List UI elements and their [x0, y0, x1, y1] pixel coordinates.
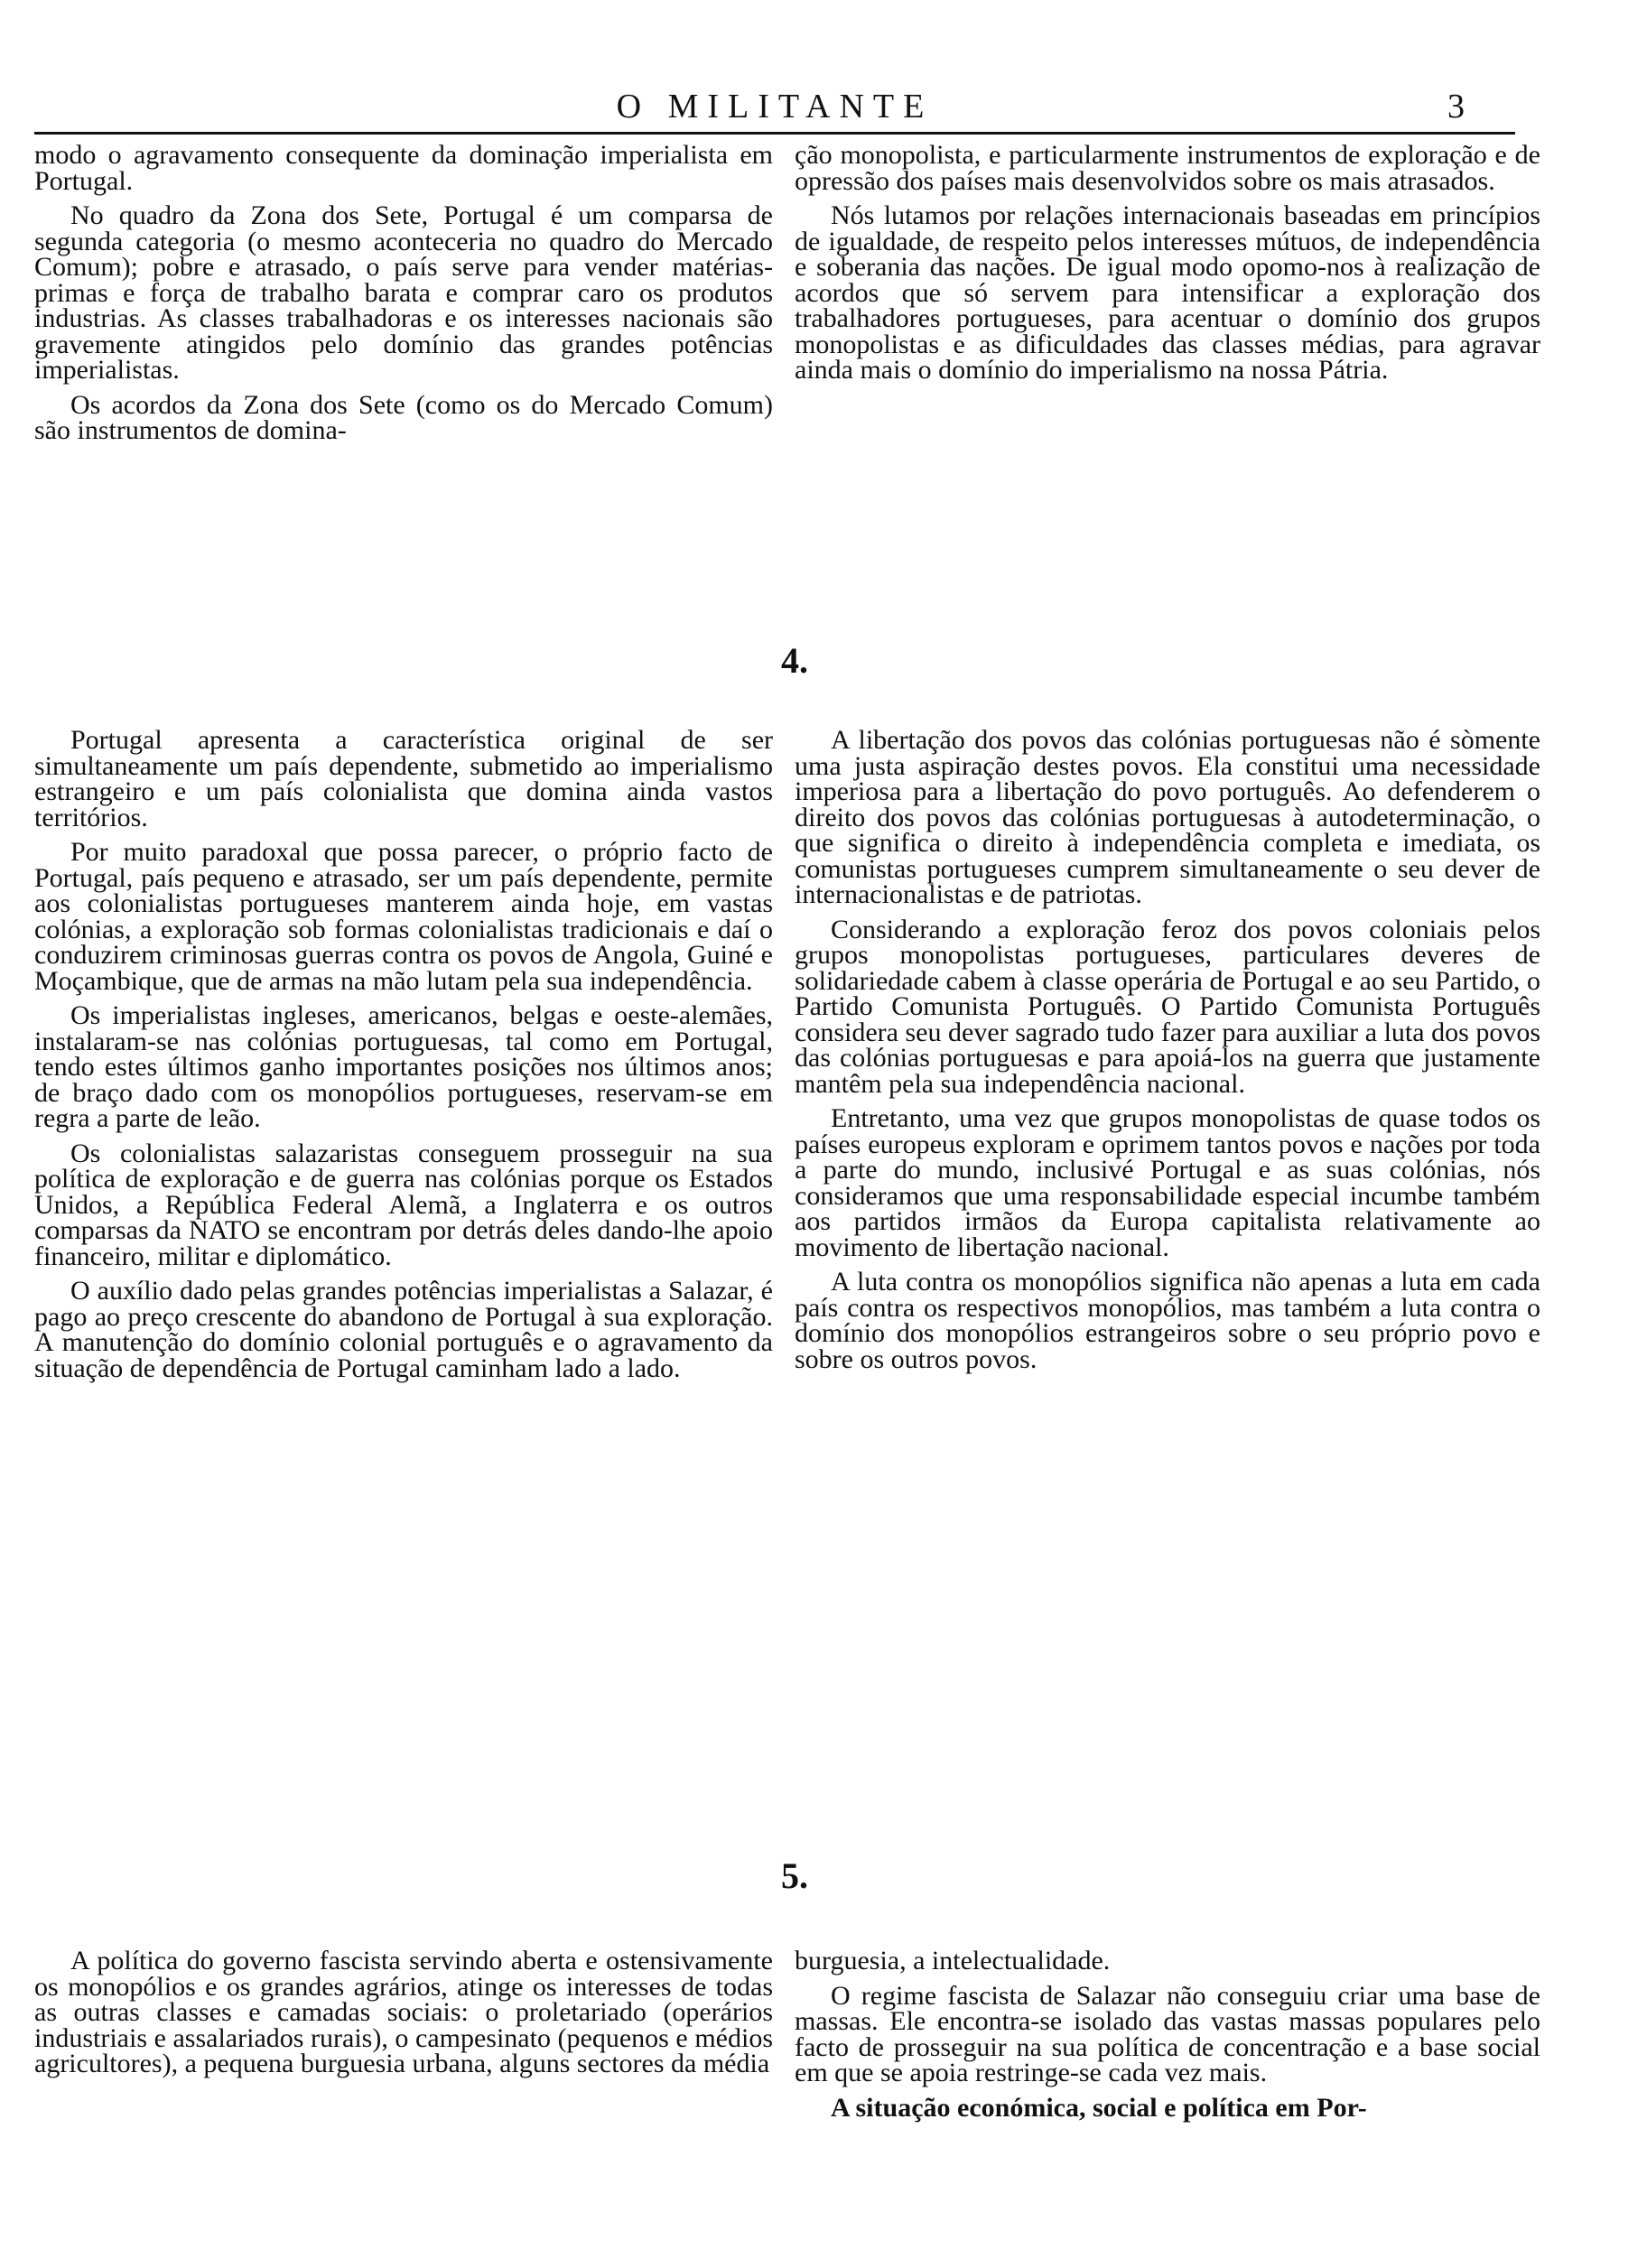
- paragraph: A luta contra os monopólios significa não apenas a luta em cada país contra os respectivos monopólios, mas também a luta contra o domínio dos monopólios estrangeiros sobre o seu próprio povo e sobre os outros povos.: [795, 1267, 1540, 1374]
- block1-left-column: [34, 140, 773, 453]
- paragraph: Considerando a exploração feroz dos povos coloniais pelos grupos monopolistas portugueses, particulares deveres de solidariedade cabem à classe operária de Portugal e ao seu Partido, o Partido Comunista Português. O Partido Comunista Português considera seu dever sagrado tudo fazer para auxiliar a luta dos povos das colónias portuguesas e para apoiá-los na guerra que justamente mantêm pela sua independência nacional.: [795, 914, 1540, 1099]
- paragraph: A situação económica, social e política em Por-: [831, 2092, 1367, 2123]
- block1-right-column: [795, 140, 1540, 393]
- paragraph: Por muito paradoxal que possa parecer, o próprio facto de Portugal, país pequeno e atrasado, ser um país dependente, permite aos colonialistas portugueses manterem ainda hoje, em vastas colónias, a exploração sob formas colonialistas tradicionais e daí o conduzirem criminosas guerras contra os povos de Angola, Guiné e Moçambique, que de armas na mão lutam pela sua independência.: [34, 837, 773, 996]
- paragraph: O auxílio dado pelas grandes potências imperialistas a Salazar, é pago ao preço crescente do abandono de Portugal à sua exploração. A manutenção do domínio colonial português e o agravamento da situação de dependência de Portugal caminham lado a lado.: [34, 1276, 773, 1383]
- paragraph: Os acordos da Zona dos Sete (como os do Mercado Comum) são instrumentos de domina-: [34, 389, 773, 445]
- section5-left-column: [34, 1948, 773, 2087]
- paragraph: ção monopolista, e particularmente instrumentos de exploração e de opressão dos países mais desenvolvidos sobre os mais atrasados.: [795, 140, 1540, 196]
- paragraph: O regime fascista de Salazar não conseguiu criar uma base de massas. Ele encontra-se isolado das vastas massas populares pelo facto de prosseguir na sua política de concentração e a base social em que se apoia restringe-se cada vez mais.: [795, 1980, 1540, 2087]
- page-number: 3: [1447, 88, 1465, 125]
- section4-right-column: [795, 725, 1540, 1381]
- page-header: [34, 87, 1515, 126]
- paragraph: Os imperialistas ingleses, americanos, belgas e oeste-alemães, instalaram-se nas colónias portuguesas, tal como em Portugal, tendo estes últimos ganho importantes posições nos últimos anos; de braço dado com os monopólios portugueses, reservam-se em regra a parte de leão.: [34, 1000, 773, 1133]
- paragraph: Entretanto, uma vez que grupos monopolistas de quase todos os países europeus exploram e oprimem tantos povos e nações por toda a parte do mundo, inclusivé Portugal e as suas colónias, nós consideramos que uma responsabilidade especial incumbe também aos partidos irmãos da Europa capitalista relativamente ao movimento de libertação nacional.: [795, 1103, 1540, 1262]
- paragraph: Nós lutamos por relações internacionais baseadas em princípios de igualdade, de respeito pelos interesses mútuos, de independência e soberania das nações. De igual modo opomo-nos à realização de acordos que só servem para intensificar a exploração dos trabalhadores portugueses, para acentuar o domínio dos grupos monopolistas e as dificuldades das classes médias, para agravar ainda mais o domínio do imperialismo na nossa Pátria.: [795, 200, 1540, 385]
- paragraph: modo o agravamento consequente da dominação imperialista em Portugal.: [34, 140, 773, 196]
- section5-right-column: [795, 1948, 1540, 2130]
- section-5-number: 5.: [781, 1855, 808, 1896]
- paragraph: A política do governo fascista servindo aberta e ostensivamente os monopólios e os grandes agrários, atinge os interesses de todas as outras classes e camadas sociais: o proletariado (operários industriais e assalariados rurais), o campesinato (pequenos e médios agricultores), a pequena burguesia urbana, alguns sectores da média: [34, 1946, 773, 2078]
- paragraph: burguesia, a intelectualidade.: [795, 1946, 1111, 1975]
- section4-left-column: [34, 725, 773, 1390]
- section-4-number: 4.: [781, 640, 808, 681]
- header-rule: [34, 132, 1515, 135]
- paragraph: A libertação dos povos das colónias portuguesas não é sòmente uma justa aspiração destes povos. Ela constitui uma necessidade imperiosa para a libertação do povo português. Ao defenderem o direito dos povos das colónias portuguesas à autodeterminação, o que significa o direito à independência completa e imediata, os comunistas portugueses cumprem simultaneamente o seu dever de internacionalistas e de patriotas.: [795, 725, 1540, 909]
- publication-title: O MILITANTE: [616, 88, 934, 125]
- paragraph: Portugal apresenta a característica original de ser simultaneamente um país dependente, submetido ao imperialismo estrangeiro e um país colonialista que domina ainda vastos territórios.: [34, 725, 773, 832]
- paragraph: No quadro da Zona dos Sete, Portugal é um comparsa de segunda categoria (o mesmo aconteceria no quadro do Mercado Comum); pobre e atrasado, o país serve para vender matérias-primas e força de trabalho barata e comprar caro os produtos industrias. As classes trabalhadoras e os interesses nacionais são gravemente atingidos pelo domínio das grandes potências imperialistas.: [34, 200, 773, 385]
- paragraph: Os colonialistas salazaristas conseguem prosseguir na sua política de exploração e de guerra nas colónias porque os Estados Unidos, a República Federal Alemã, a Inglaterra e os outros comparsas da NATO se encontram por detrás deles dando-lhe apoio financeiro, militar e diplomático.: [34, 1138, 773, 1271]
